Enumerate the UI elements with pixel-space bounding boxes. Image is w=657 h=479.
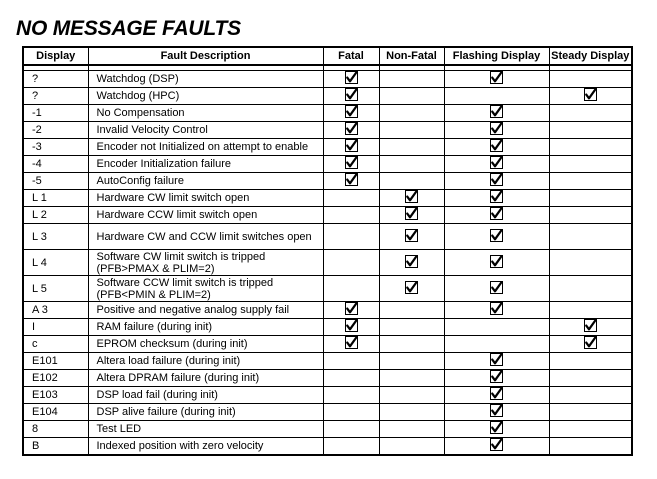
steady-cell (549, 353, 632, 370)
display-code: L 2 (23, 207, 88, 224)
fault-description: Altera load failure (during init) (88, 353, 323, 370)
steady-cell (549, 190, 632, 207)
fatal-cell (323, 190, 379, 207)
fault-description: Watchdog (DSP) (88, 71, 323, 88)
table-row (23, 156, 632, 173)
nonfatal-cell (379, 173, 444, 190)
table-row (23, 276, 632, 302)
nonfatal-cell (379, 250, 444, 276)
fatal-cell (323, 438, 379, 456)
table-row (23, 207, 632, 224)
checked-box-icon (490, 387, 503, 400)
faults-table (22, 46, 633, 456)
fault-description: Hardware CW limit switch open (88, 190, 323, 207)
flashing-cell (444, 207, 549, 224)
steady-cell (549, 370, 632, 387)
steady-cell (549, 122, 632, 139)
header-steady: Steady Display (549, 47, 632, 65)
steady-cell (549, 156, 632, 173)
fault-description: Hardware CCW limit switch open (88, 207, 323, 224)
checked-box-icon (490, 71, 503, 84)
faults-body (23, 65, 632, 455)
checked-box-icon (490, 370, 503, 383)
nonfatal-cell (379, 276, 444, 302)
fatal-cell (323, 319, 379, 336)
checked-box-icon (405, 281, 418, 294)
display-code: ? (23, 88, 88, 105)
checked-box-icon (345, 336, 358, 349)
display-code: E101 (23, 353, 88, 370)
fault-description: Software CW limit switch is tripped (PFB>PMAX & PLIM=2) (88, 250, 323, 276)
table-row (23, 224, 632, 250)
table-row (23, 190, 632, 207)
checked-box-icon (490, 255, 503, 268)
table-row (23, 71, 632, 88)
header-description: Fault Description (88, 47, 323, 65)
nonfatal-cell (379, 207, 444, 224)
steady-cell (549, 71, 632, 88)
table-row (23, 122, 632, 139)
checked-box-icon (345, 122, 358, 135)
table-row (23, 353, 632, 370)
fatal-cell (323, 387, 379, 404)
checked-box-icon (490, 190, 503, 203)
fault-description: Encoder Initialization failure (88, 156, 323, 173)
nonfatal-cell (379, 438, 444, 456)
fault-description: AutoConfig failure (88, 173, 323, 190)
checked-box-icon (490, 105, 503, 118)
steady-cell (549, 207, 632, 224)
fatal-cell (323, 276, 379, 302)
checked-box-icon (405, 207, 418, 220)
display-code: B (23, 438, 88, 456)
flashing-cell (444, 139, 549, 156)
steady-cell (549, 421, 632, 438)
display-code: L 4 (23, 250, 88, 276)
nonfatal-cell (379, 421, 444, 438)
fatal-cell (323, 302, 379, 319)
header-flashing: Flashing Display (444, 47, 549, 65)
checked-box-icon (490, 207, 503, 220)
table-row (23, 88, 632, 105)
nonfatal-cell (379, 71, 444, 88)
flashing-cell (444, 250, 549, 276)
nonfatal-cell (379, 370, 444, 387)
display-code: L 3 (23, 224, 88, 250)
display-code: -3 (23, 139, 88, 156)
nonfatal-cell (379, 387, 444, 404)
fault-description: Altera DPRAM failure (during init) (88, 370, 323, 387)
steady-cell (549, 105, 632, 122)
fatal-cell (323, 353, 379, 370)
checked-box-icon (345, 139, 358, 152)
table-row (23, 319, 632, 336)
fault-description: Software CCW limit switch is tripped (PFB<PMIN & PLIM=2) (88, 276, 323, 302)
checked-box-icon (345, 105, 358, 118)
checked-box-icon (490, 421, 503, 434)
nonfatal-cell (379, 139, 444, 156)
flashing-cell (444, 319, 549, 336)
fatal-cell (323, 336, 379, 353)
display-code: E104 (23, 404, 88, 421)
flashing-cell (444, 88, 549, 105)
display-code: ? (23, 71, 88, 88)
fatal-cell (323, 71, 379, 88)
flashing-cell (444, 302, 549, 319)
flashing-cell (444, 421, 549, 438)
table-row (23, 370, 632, 387)
checked-box-icon (345, 88, 358, 101)
fault-description: DSP load fail (during init) (88, 387, 323, 404)
fault-description: Positive and negative analog supply fail (88, 302, 323, 319)
steady-cell (549, 302, 632, 319)
table-row (23, 438, 632, 456)
flashing-cell (444, 122, 549, 139)
steady-cell (549, 224, 632, 250)
fatal-cell (323, 173, 379, 190)
table-row (23, 105, 632, 122)
checked-box-icon (490, 281, 503, 294)
flashing-cell (444, 224, 549, 250)
fatal-cell (323, 250, 379, 276)
nonfatal-cell (379, 302, 444, 319)
fault-description: Encoder not Initialized on attempt to enable (88, 139, 323, 156)
table-row (23, 404, 632, 421)
table-row (23, 139, 632, 156)
table-row (23, 173, 632, 190)
display-code: E102 (23, 370, 88, 387)
checked-box-icon (345, 173, 358, 186)
page-title: NO MESSAGE FAULTS (16, 17, 241, 40)
checked-box-icon (345, 156, 358, 169)
display-code: E103 (23, 387, 88, 404)
flashing-cell (444, 105, 549, 122)
nonfatal-cell (379, 122, 444, 139)
checked-box-icon (405, 229, 418, 242)
table-row (23, 421, 632, 438)
steady-cell (549, 88, 632, 105)
display-code: -4 (23, 156, 88, 173)
nonfatal-cell (379, 88, 444, 105)
checked-box-icon (584, 336, 597, 349)
display-code: 8 (23, 421, 88, 438)
fault-description: RAM failure (during init) (88, 319, 323, 336)
nonfatal-cell (379, 353, 444, 370)
nonfatal-cell (379, 224, 444, 250)
fault-description: EPROM checksum (during init) (88, 336, 323, 353)
flashing-cell (444, 276, 549, 302)
fatal-cell (323, 88, 379, 105)
table-row (23, 336, 632, 353)
checked-box-icon (490, 302, 503, 315)
flashing-cell (444, 71, 549, 88)
checked-box-icon (405, 190, 418, 203)
table-row (23, 250, 632, 276)
checked-box-icon (490, 156, 503, 169)
steady-cell (549, 319, 632, 336)
nonfatal-cell (379, 404, 444, 421)
flashing-cell (444, 173, 549, 190)
fault-description: Hardware CW and CCW limit switches open (88, 224, 323, 250)
flashing-cell (444, 438, 549, 456)
display-code: -2 (23, 122, 88, 139)
fault-description: Invalid Velocity Control (88, 122, 323, 139)
checked-box-icon (405, 255, 418, 268)
fault-description: DSP alive failure (during init) (88, 404, 323, 421)
checked-box-icon (490, 353, 503, 366)
checked-box-icon (490, 229, 503, 242)
fatal-cell (323, 207, 379, 224)
nonfatal-cell (379, 190, 444, 207)
steady-cell (549, 250, 632, 276)
fault-description: Indexed position with zero velocity (88, 438, 323, 456)
display-code: A 3 (23, 302, 88, 319)
display-code: c (23, 336, 88, 353)
nonfatal-cell (379, 336, 444, 353)
checked-box-icon (345, 71, 358, 84)
flashing-cell (444, 404, 549, 421)
steady-cell (549, 173, 632, 190)
fatal-cell (323, 156, 379, 173)
fatal-cell (323, 421, 379, 438)
checked-box-icon (584, 319, 597, 332)
header-row (23, 47, 632, 65)
steady-cell (549, 438, 632, 456)
fault-description: No Compensation (88, 105, 323, 122)
display-code: I (23, 319, 88, 336)
table-row (23, 302, 632, 319)
fault-description: Test LED (88, 421, 323, 438)
checked-box-icon (490, 438, 503, 451)
checked-box-icon (490, 404, 503, 417)
checked-box-icon (345, 319, 358, 332)
nonfatal-cell (379, 156, 444, 173)
header-fatal: Fatal (323, 47, 379, 65)
steady-cell (549, 139, 632, 156)
fatal-cell (323, 370, 379, 387)
checked-box-icon (490, 173, 503, 186)
steady-cell (549, 387, 632, 404)
flashing-cell (444, 336, 549, 353)
nonfatal-cell (379, 319, 444, 336)
fatal-cell (323, 404, 379, 421)
fatal-cell (323, 224, 379, 250)
fault-description: Watchdog (HPC) (88, 88, 323, 105)
fatal-cell (323, 105, 379, 122)
display-code: -5 (23, 173, 88, 190)
steady-cell (549, 276, 632, 302)
display-code: L 1 (23, 190, 88, 207)
checked-box-icon (490, 122, 503, 135)
checked-box-icon (584, 88, 597, 101)
steady-cell (549, 404, 632, 421)
nonfatal-cell (379, 105, 444, 122)
header-display: Display (23, 47, 88, 65)
fatal-cell (323, 139, 379, 156)
flashing-cell (444, 370, 549, 387)
display-code: -1 (23, 105, 88, 122)
header-nonfatal: Non-Fatal (379, 47, 444, 65)
flashing-cell (444, 190, 549, 207)
checked-box-icon (490, 139, 503, 152)
flashing-cell (444, 353, 549, 370)
table-row (23, 387, 632, 404)
steady-cell (549, 336, 632, 353)
flashing-cell (444, 156, 549, 173)
flashing-cell (444, 387, 549, 404)
checked-box-icon (345, 302, 358, 315)
fatal-cell (323, 122, 379, 139)
display-code: L 5 (23, 276, 88, 302)
